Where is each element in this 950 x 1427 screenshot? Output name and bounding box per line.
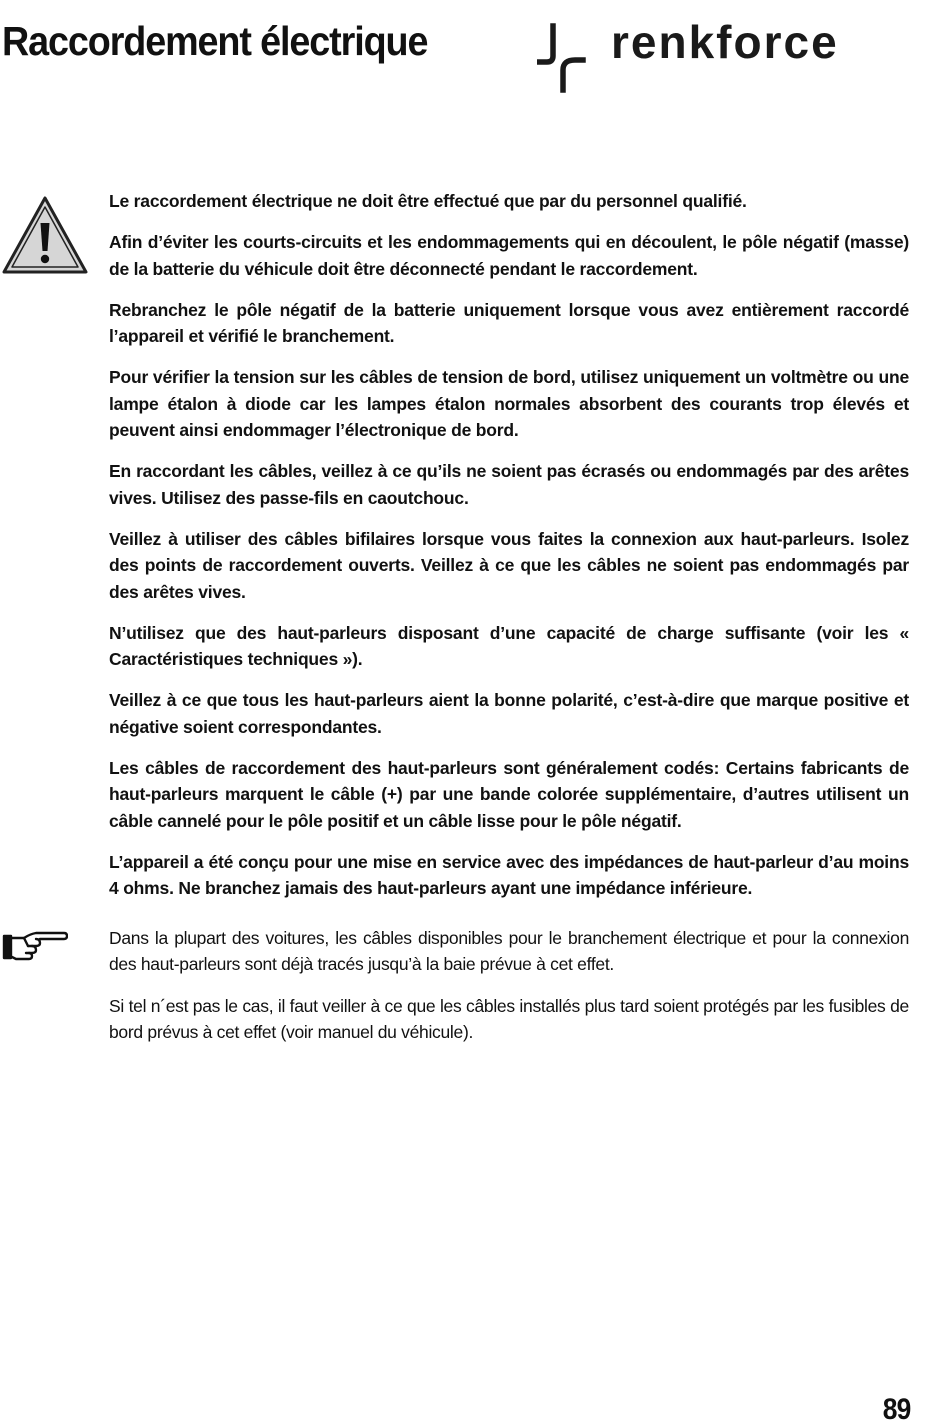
warning-paragraph: Afin d’éviter les courts-circuits et les endommagements qui en découlent, le pôle négatif (masse) de la batterie du véhicule doit être déconnecté pendant le raccordement. [109, 232, 909, 279]
note-paragraph: Si tel n´est pas le cas, il faut veiller à ce que les câbles installés plus tard soient protégés par les fusibles de bord prévus à cet effet (voir manuel du véhicule). [109, 995, 909, 1042]
page-title: Raccordement électrique [2, 18, 428, 64]
warning-paragraph: Rebranchez le pôle négatif de la batterie uniquement lorsque vous avez entièrement raccordé l’appareil et vérifié le branchement. [109, 299, 909, 347]
warning-triangle-icon [2, 195, 88, 275]
logo-text: renkforce [611, 22, 839, 68]
warning-paragraph: L’appareil a été conçu pour une mise en service avec des impédances de haut-parleur d’au moins 4 ohms. Ne branchez jamais des haut-parleurs ayant une impédance inférieure. [109, 851, 909, 899]
renkforce-logo [537, 22, 912, 94]
page-number: 89 [882, 1393, 910, 1426]
warning-paragraph: Veillez à utiliser des câbles bifilaires lorsque vous faites la connexion aux haut-parleurs. Isolez des points de raccordement ouverts. Veillez à ce que les câbles ne soient pas endommagés par des arêtes vives. [109, 528, 909, 602]
warning-paragraph: Les câbles de raccordement des haut-parleurs sont généralement codés: Certains fabricants de haut-parleurs marquent le câble (+) par une bande colorée supplémentaire, d’autres utilisent un câble cannelé pour le pôle positif et un câble lisse pour le pôle négatif. [109, 758, 909, 831]
pointing-hand-icon [2, 928, 68, 964]
warning-paragraph: Veillez à ce que tous les haut-parleurs aient la bonne polarité, c’est-à-dire que marque positive et négative soient correspondantes. [109, 690, 909, 737]
note-text-block [109, 925, 909, 1060]
note-paragraph: Dans la plupart des voitures, les câbles disponibles pour le branchement électrique et pour la connexion des haut-parleurs sont déjà tracés jusqu’à la baie prévue à cet effet. [109, 928, 909, 975]
warning-text-block [109, 188, 909, 917]
warning-paragraph: En raccordant les câbles, veillez à ce qu’ils ne soient pas écrasés ou endommagés par des arêtes vives. Utilisez des passe-fils en caoutchouc. [109, 461, 909, 508]
warning-paragraph: Le raccordement électrique ne doit être effectué que par du personnel qualifié. [109, 191, 747, 211]
warning-paragraph: N’utilisez que des haut-parleurs disposant d’une capacité de charge suffisante (voir les « Caractéristiques techniques »). [109, 622, 909, 670]
warning-paragraph: Pour vérifier la tension sur les câbles de tension de bord, utilisez uniquement un voltmètre ou une lampe étalon à diode car les lampes étalon normales absorbent des courants trop élevés et peuvent ainsi endommager l’électronique de bord. [109, 367, 909, 441]
